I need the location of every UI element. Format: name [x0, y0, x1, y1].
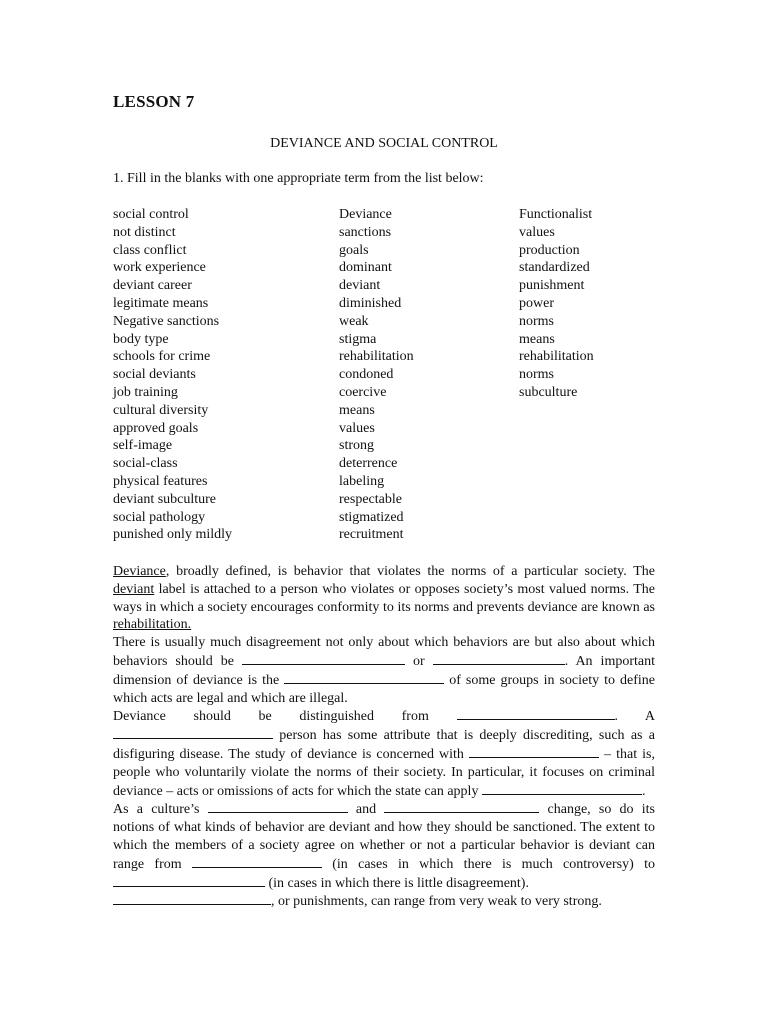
- term-list-item: social-class: [113, 456, 178, 472]
- term-list-item: diminished: [339, 295, 402, 311]
- term-list-item: production: [519, 242, 580, 258]
- term-list-item: deviant subculture: [113, 491, 217, 507]
- term-list-item: rehabilitation: [339, 349, 414, 365]
- term-list-item: weak: [339, 313, 369, 329]
- term-list-item: deviant career: [113, 278, 192, 294]
- passage-paragraph: , or punishments, can range from very weak to very strong.: [113, 892, 655, 911]
- term-list-item: Deviance: [339, 207, 392, 222]
- term-list-item: not distinct: [113, 224, 176, 240]
- term-list-column-2: [339, 206, 414, 544]
- term-list-item: labeling: [339, 473, 385, 489]
- term-list-item: power: [519, 295, 554, 311]
- term-list-column-3: [519, 206, 594, 402]
- answer-blank[interactable]: [457, 707, 615, 720]
- term-list-item: recruitment: [339, 527, 404, 543]
- term-list-item: social pathology: [113, 509, 206, 525]
- term-list-item: means: [519, 331, 555, 347]
- lesson-heading: LESSON 7: [113, 92, 195, 111]
- term-list-item: sanctions: [339, 224, 392, 240]
- term-list-item: work experience: [113, 260, 206, 276]
- answer-blank[interactable]: [469, 745, 599, 758]
- term-list-item: norms: [519, 313, 554, 329]
- term-list-item: punishment: [519, 278, 585, 294]
- term-list-item: dominant: [339, 260, 392, 276]
- term-list-item: cultural diversity: [113, 402, 209, 418]
- passage-paragraph: Deviance should be distinguished from . A person has some attribute that is deeply discrediting, such as a disfiguring disease. The study of deviance is concerned with – that is, people who voluntarily violate the norms of their society. In particular, it focuses on criminal deviance – acts or omissions of acts for which the state can apply .: [113, 709, 655, 799]
- answer-blank[interactable]: [208, 800, 348, 813]
- answer-blank[interactable]: [384, 800, 539, 813]
- term-list-item: class conflict: [113, 242, 187, 258]
- term-list-item: punished only mildly: [113, 527, 232, 543]
- term-list-item: schools for crime: [113, 349, 211, 365]
- term-list-item: social deviants: [113, 367, 196, 383]
- term-list-item: approved goals: [113, 420, 199, 436]
- passage-paragraph: Deviance, broadly defined, is behavior that violates the norms of a particular society. The deviant label is attached to a person who violates or opposes society’s most valued norms. The ways in which a society encourages conformity to its norms and prevents deviance are known as rehabilitation.: [113, 564, 655, 633]
- fill-in-passage: [113, 563, 655, 911]
- term-list-item: Negative sanctions: [113, 313, 220, 329]
- answer-blank[interactable]: [284, 671, 444, 684]
- answer-blank[interactable]: [433, 652, 565, 665]
- term-list-item: coercive: [339, 384, 387, 400]
- passage-paragraph: As a culture’s and change, so do its notions of what kinds of behavior are deviant and how they should be sanctioned. The extent to which the members of a society agree on whether or not a particular behavior is deviant can range from (in cases in which there is much controversy) to (in cases in which there is little disagreement).: [113, 802, 655, 891]
- answer-blank[interactable]: [113, 726, 273, 739]
- term-list-item: body type: [113, 331, 169, 347]
- term-list-item: norms: [519, 367, 554, 383]
- underlined-term: deviant: [113, 581, 155, 597]
- answer-blank[interactable]: [482, 782, 642, 795]
- term-list-item: self-image: [113, 438, 173, 454]
- answer-blank[interactable]: [242, 652, 405, 665]
- term-list-item: means: [339, 402, 375, 418]
- term-list-item: goals: [339, 242, 369, 258]
- term-list-item: subculture: [519, 384, 578, 400]
- term-list-item: legitimate means: [113, 295, 209, 311]
- term-list-item: values: [519, 224, 555, 240]
- term-list-item: physical features: [113, 473, 208, 489]
- term-list-item: social control: [113, 207, 189, 222]
- answer-blank[interactable]: [113, 892, 271, 905]
- term-list-item: stigmatized: [339, 509, 404, 525]
- exercise-instruction: 1. Fill in the blanks with one appropriate term from the list below:: [113, 171, 484, 186]
- document-title: DEVIANCE AND SOCIAL CONTROL: [270, 136, 498, 151]
- passage-paragraph: There is usually much disagreement not only about which behaviors are but also about which behaviors should be or . An important dimension of deviance is the of some groups in society to define which acts are legal and which are illegal.: [113, 635, 655, 706]
- term-list-item: condoned: [339, 367, 394, 383]
- term-list-item: rehabilitation: [519, 349, 594, 365]
- underlined-term: rehabilitation.: [113, 617, 192, 633]
- term-list-item: deviant: [339, 278, 381, 294]
- term-list-item: Functionalist: [519, 207, 593, 222]
- term-list-item: deterrence: [339, 456, 398, 472]
- term-list-item: values: [339, 420, 375, 436]
- underlined-term: Deviance: [113, 564, 166, 579]
- term-list-item: stigma: [339, 331, 377, 347]
- term-list-item: strong: [339, 438, 374, 454]
- term-list-item: job training: [113, 384, 178, 400]
- answer-blank[interactable]: [113, 874, 265, 887]
- term-list-item: standardized: [519, 260, 590, 276]
- term-list-item: respectable: [339, 491, 402, 507]
- answer-blank[interactable]: [192, 855, 322, 868]
- term-list-column-1: [113, 206, 232, 544]
